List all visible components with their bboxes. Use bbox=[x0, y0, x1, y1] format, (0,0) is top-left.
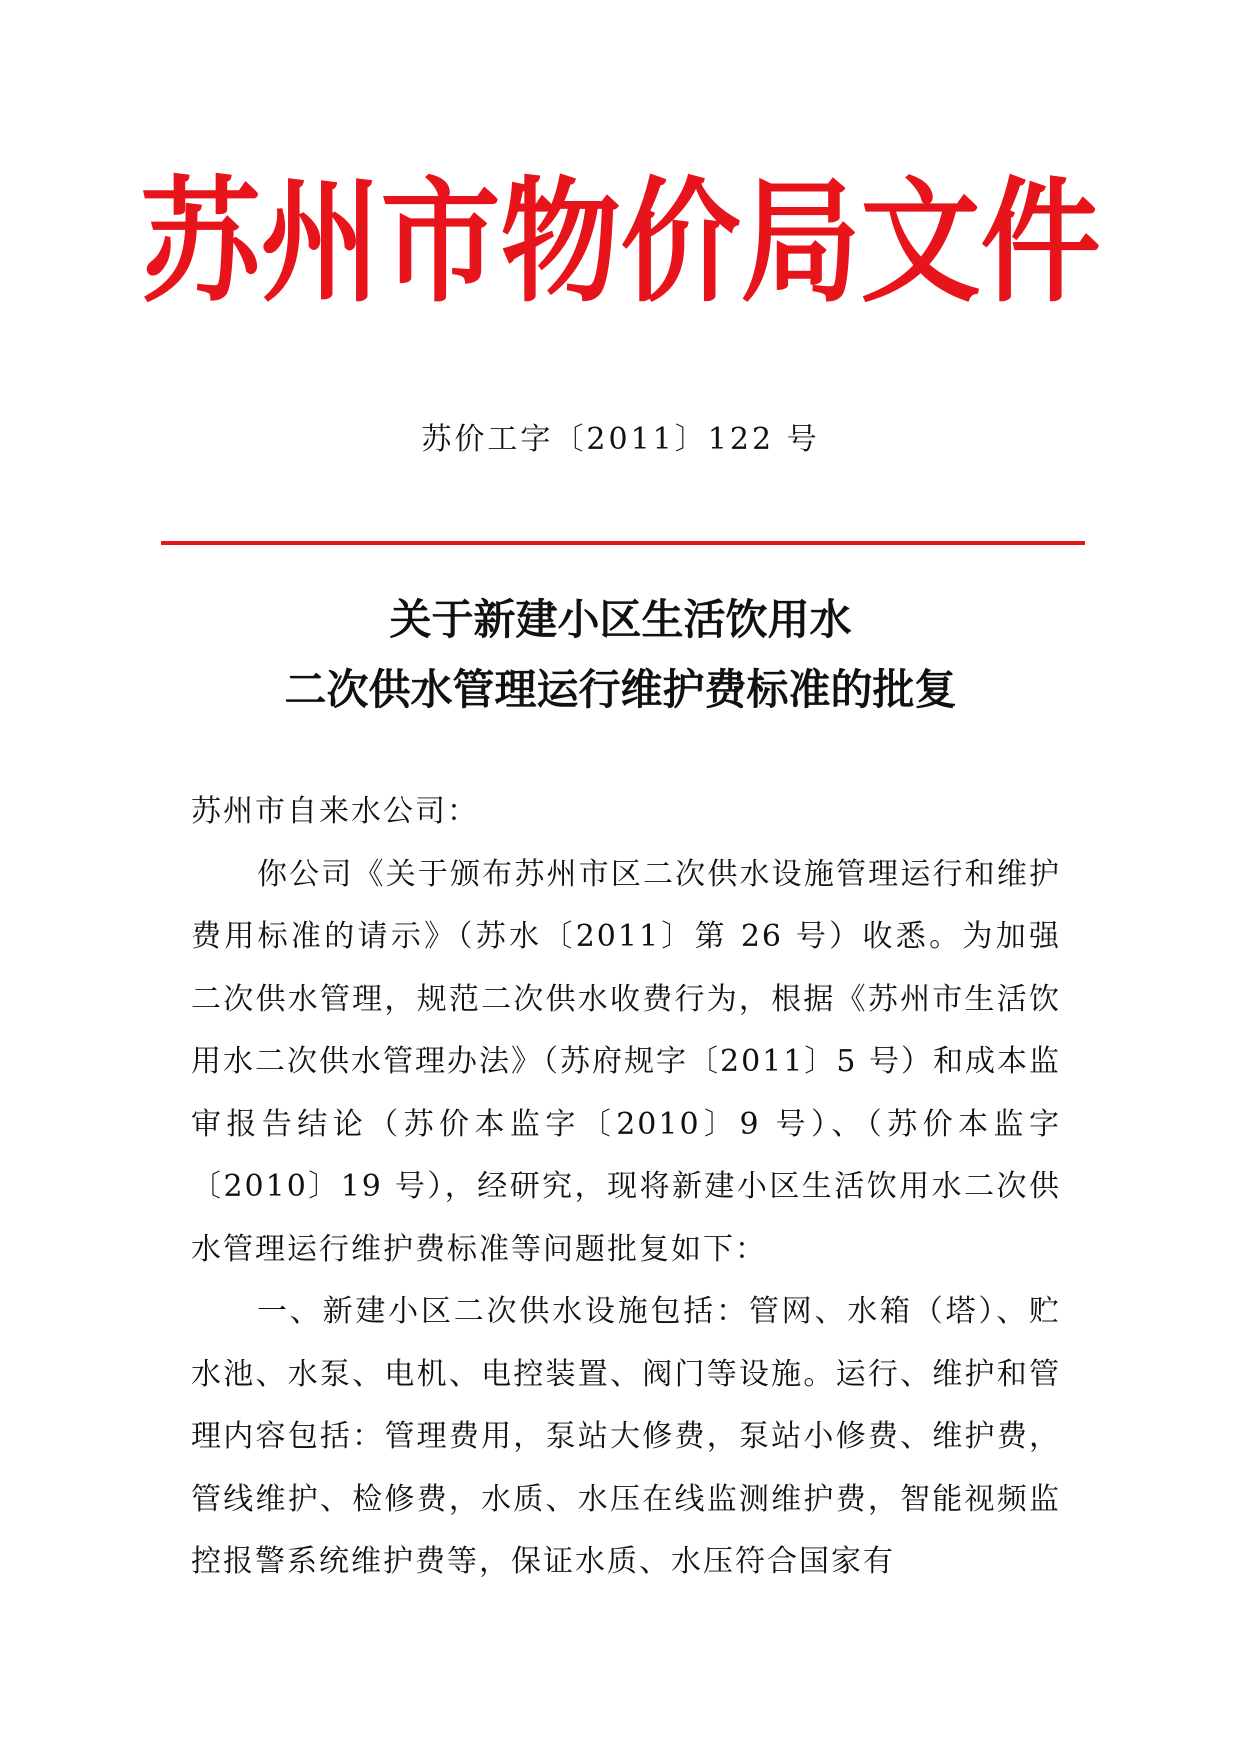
salutation: 苏州市自来水公司： bbox=[191, 794, 479, 829]
body-paragraph-1: 你公司《关于颁布苏州市区二次供水设施管理运行和维护费用标准的请示》（苏水〔2011〕第 26 号）收悉。为加强二次供水管理，规范二次供水收费行为，根据《苏州市生活饮用水二次供水管理办法》（苏府规字〔2011〕5 号）和成本监审报告结论（苏价本监字〔2010〕9 号）、（苏价本监字〔2010〕19 号），经研究，现将新建小区生活饮用水二次供水管理运行维护费标准等问题批复如下： bbox=[191, 856, 1061, 1267]
red-divider-line bbox=[161, 541, 1085, 545]
document-body bbox=[191, 781, 1061, 1594]
body-paragraph-2: 一、新建小区二次供水设施包括：管网、水箱（塔）、贮水池、水泵、电机、电控装置、阀门等设施。运行、维护和管理内容包括：管理费用，泵站大修费，泵站小修费、维护费，管线维护、检修费，水质、水压在线监测维护费，智能视频监控报警系统维护费等，保证水质、水压符合国家有 bbox=[191, 1294, 1061, 1579]
document-title bbox=[0, 585, 1241, 725]
agency-header-title: 苏州市物价局文件 bbox=[140, 165, 1101, 322]
document-title-line2: 二次供水管理运行维护费标准的批复 bbox=[284, 665, 957, 714]
document-number: 苏价工字〔2011〕122 号 bbox=[421, 422, 820, 457]
document-title-line1: 关于新建小区生活饮用水 bbox=[389, 595, 852, 644]
